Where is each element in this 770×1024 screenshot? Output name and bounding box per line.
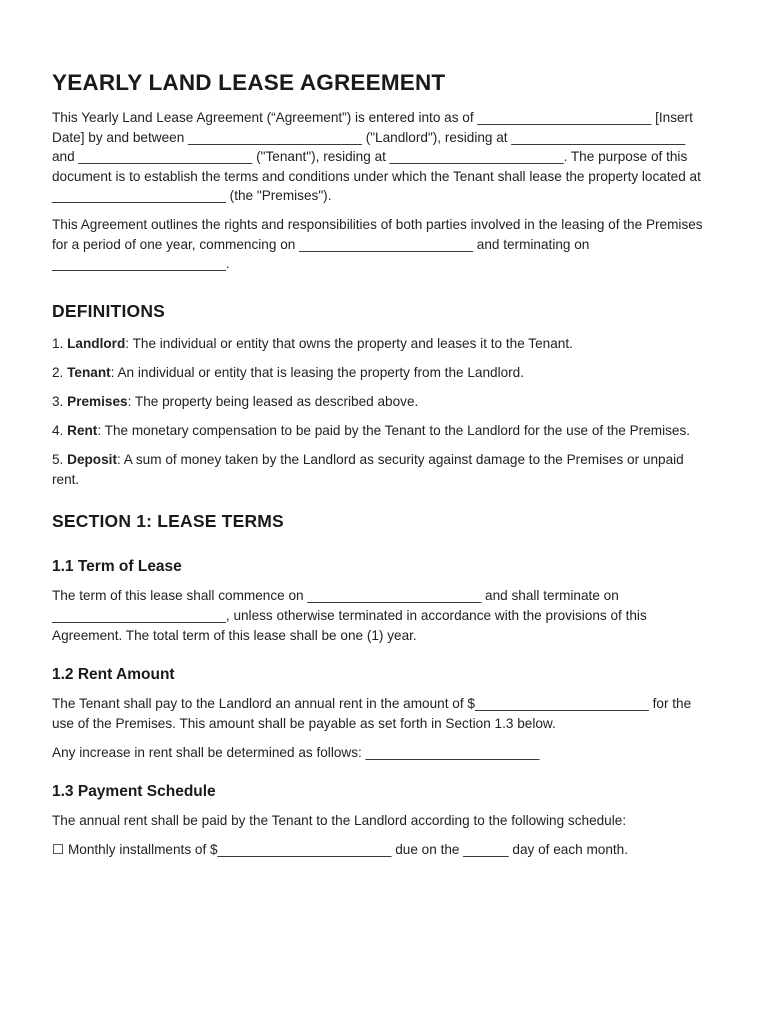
definition-term: Landlord: [67, 335, 126, 351]
definition-term: Tenant: [67, 364, 111, 380]
definitions-heading: DEFINITIONS: [52, 300, 166, 321]
definition-term: Deposit: [67, 452, 117, 468]
definition-text: : The monetary compensation to be paid by the Tenant to the Landlord for the use of the Premises.: [97, 423, 691, 439]
definition-number: 4.: [52, 423, 64, 439]
definition-number: 5.: [52, 452, 64, 468]
definition-item: [52, 421, 710, 441]
definition-item: [52, 392, 710, 412]
definition-number: 2.: [52, 364, 64, 380]
definition-term: Premises: [67, 393, 128, 409]
document-title: YEARLY LAND LEASE AGREEMENT: [52, 70, 446, 95]
payment-schedule-heading: 1.3 Payment Schedule: [52, 783, 216, 801]
definition-item: [52, 450, 710, 489]
definition-text: : A sum of money taken by the Landlord as security against damage to the Premises or unpaid rent.: [52, 452, 684, 487]
outline-paragraph: This Agreement outlines the rights and responsibilities of both parties involved in the leasing of the Premises for a period of one year, commencing on _______________________ and terminating on _______________________.: [52, 216, 703, 272]
definition-number: 1.: [52, 335, 64, 351]
term-of-lease-heading: 1.1 Term of Lease: [52, 558, 182, 576]
definition-text: : The property being leased as described above.: [127, 393, 419, 409]
intro-paragraph: This Yearly Land Lease Agreement (“Agreement”) is entered into as of _______________________ [Insert Date] by and between _______________________ ("Landlord"), residing at _______________________ and _______________________ ("Tenant"), residing at _______________________. The purpose of this document is to establish the terms and conditions under which the Tenant shall lease the property located at _______________________ (the "Premises").: [52, 110, 701, 204]
monthly-installment-option: [52, 840, 710, 860]
checkbox-icon[interactable]: ☐: [52, 842, 65, 858]
rent-increase-paragraph: Any increase in rent shall be determined as follows: _______________________: [52, 744, 540, 760]
section1-heading: SECTION 1: LEASE TERMS: [52, 511, 284, 532]
definition-term: Rent: [67, 423, 98, 439]
term-of-lease-paragraph: The term of this lease shall commence on _______________________ and shall terminate on _______________________, unless otherwise terminated in accordance with the provisions of this Agreement. The total term of this lease shall be one (1) year.: [52, 588, 647, 643]
definition-item: [52, 363, 710, 383]
definition-number: 3.: [52, 393, 64, 409]
rent-amount-paragraph: The Tenant shall pay to the Landlord an annual rent in the amount of $_______________________ for the use of the Premises. This amount shall be payable as set forth in Section 1.3 below.: [52, 696, 692, 731]
rent-amount-heading: 1.2 Rent Amount: [52, 666, 175, 684]
definition-item: [52, 334, 710, 354]
definition-text: : An individual or entity that is leasing the property from the Landlord.: [110, 364, 525, 380]
payment-schedule-paragraph: The annual rent shall be paid by the Tenant to the Landlord according to the following schedule:: [52, 813, 627, 829]
definition-text: : The individual or entity that owns the property and leases it to the Tenant.: [125, 335, 573, 351]
monthly-installment-text: Monthly installments of $_______________________ due on the ______ day of each month.: [64, 842, 629, 858]
definitions-list: [52, 334, 710, 490]
